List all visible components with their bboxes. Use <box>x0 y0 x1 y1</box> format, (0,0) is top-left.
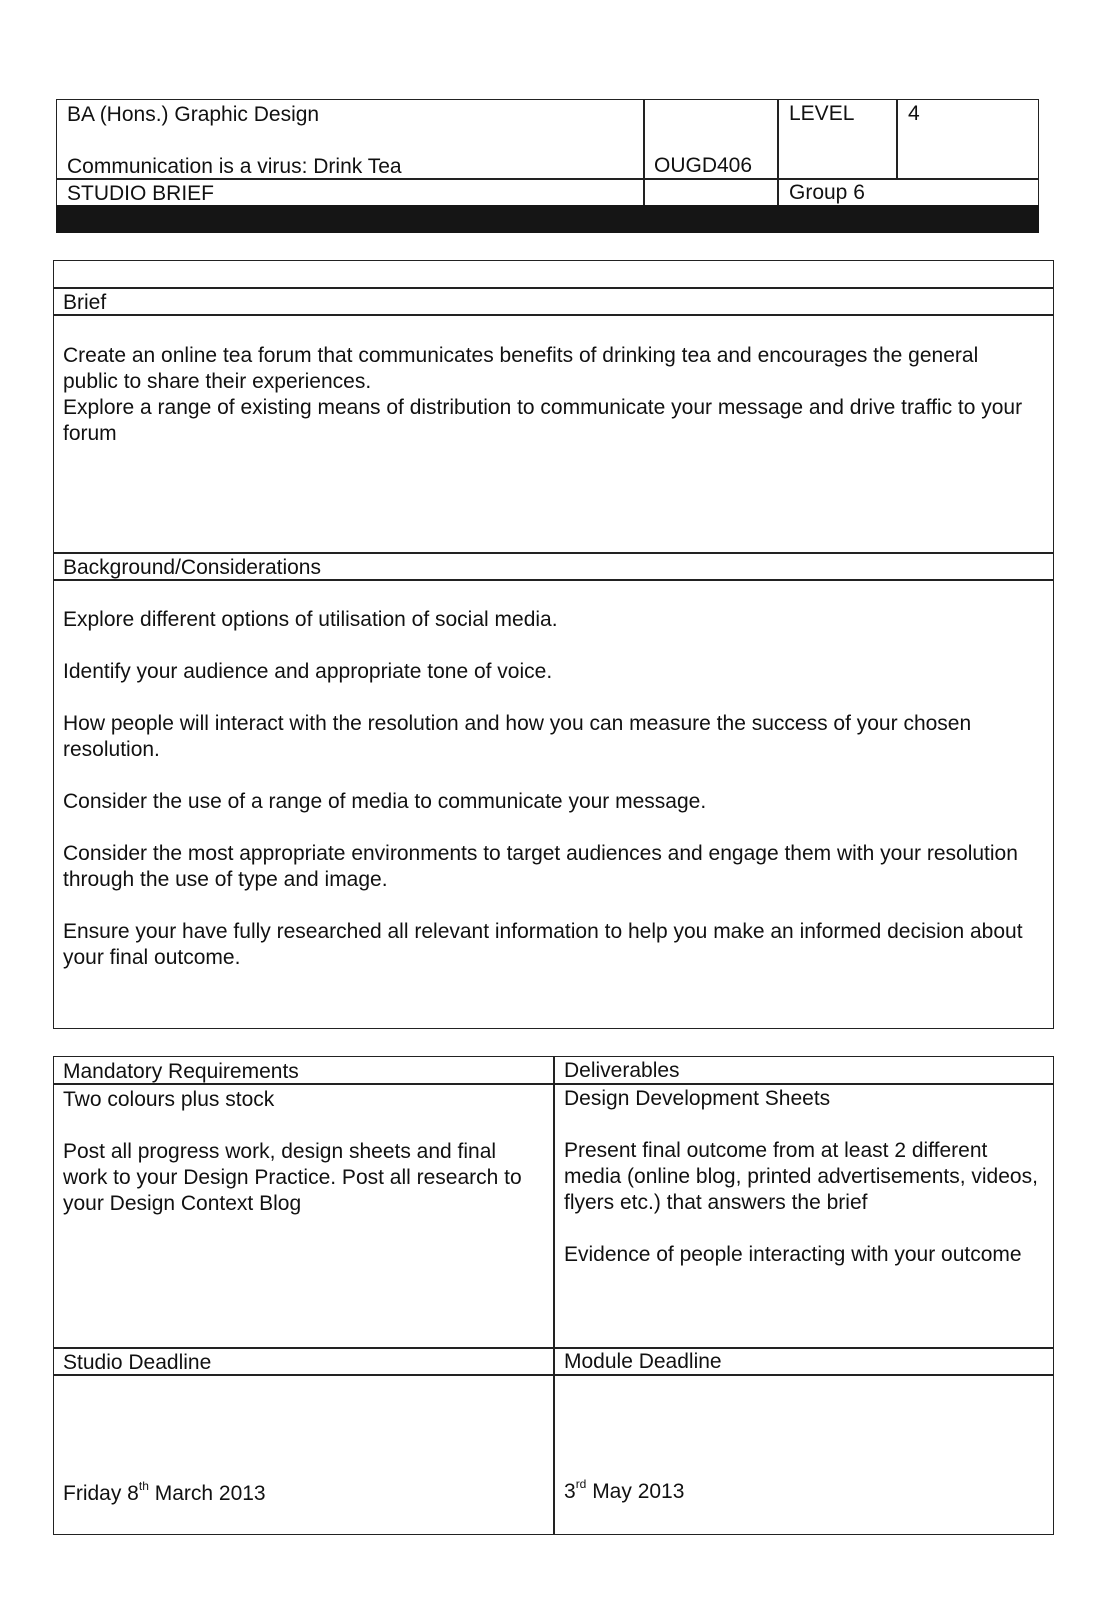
mandatory-item: Post all progress work, design sheets and final work to your Design Practice. Post all research to your Design Context Blog <box>63 1140 522 1215</box>
header-divider-v3 <box>896 99 898 179</box>
background-line-2 <box>53 579 1054 581</box>
requirements-line-1 <box>53 1083 1054 1085</box>
header-divider-v2 <box>777 99 779 205</box>
header-black-band <box>56 205 1039 233</box>
deadlines-line-2 <box>53 1374 1054 1376</box>
deliverable-item: Evidence of people interacting with your outcome <box>564 1243 1022 1266</box>
project-title: Communication is a virus: Drink Tea <box>67 155 402 178</box>
module-deadline-date: 3rd May 2013 <box>564 1477 685 1503</box>
deliverables-list <box>564 1086 1039 1268</box>
module-deadline-heading: Module Deadline <box>564 1350 722 1373</box>
deliverable-item: Design Development Sheets <box>564 1087 831 1110</box>
brief-paragraph: Explore a range of existing means of distribution to communicate your message and drive traffic to your forum <box>63 396 1023 445</box>
header-divider-h1 <box>56 178 1039 180</box>
deliverables-heading: Deliverables <box>564 1059 680 1082</box>
studio-deadline-date: Friday 8th March 2013 <box>63 1479 266 1505</box>
background-paragraph: Explore different options of utilisation of social media. <box>63 608 558 631</box>
header-divider-v1 <box>643 99 645 205</box>
background-paragraph: Consider the most appropriate environments to target audiences and engage them with your resolution through the use of type and image. <box>63 842 1018 891</box>
background-line-1 <box>53 552 1054 554</box>
brief-body <box>63 343 1038 447</box>
background-paragraph: How people will interact with the resolution and how you can measure the success of your chosen resolution. <box>63 712 972 761</box>
background-paragraph: Ensure your have fully researched all relevant information to help you make an informed decision about your final outcome. <box>63 920 1023 969</box>
document-type: STUDIO BRIEF <box>67 182 215 205</box>
deliverable-item: Present final outcome from at least 2 different media (online blog, printed advertisements, videos, flyers etc.) that answers the brief <box>564 1139 1038 1214</box>
background-paragraph: Consider the use of a range of media to communicate your message. <box>63 790 707 813</box>
brief-line-1 <box>53 287 1054 289</box>
requirements-divider-v <box>553 1056 555 1535</box>
mandatory-list <box>63 1087 543 1217</box>
brief-paragraph: Create an online tea forum that communicates benefits of drinking tea and encourages the general public to share their experiences. <box>63 344 979 393</box>
brief-line-2 <box>53 314 1054 316</box>
deadlines-line-1 <box>53 1347 1054 1349</box>
group-label: Group 6 <box>789 181 865 204</box>
course-title: BA (Hons.) Graphic Design <box>67 103 320 126</box>
level-value: 4 <box>908 102 920 125</box>
level-label: LEVEL <box>789 102 855 125</box>
studio-deadline-heading: Studio Deadline <box>63 1351 212 1374</box>
mandatory-heading: Mandatory Requirements <box>63 1060 299 1083</box>
module-code: OUGD406 <box>654 154 753 177</box>
brief-heading: Brief <box>63 291 107 314</box>
background-body <box>63 607 1048 971</box>
background-heading: Background/Considerations <box>63 556 321 579</box>
background-paragraph: Identify your audience and appropriate tone of voice. <box>63 660 553 683</box>
mandatory-item: Two colours plus stock <box>63 1088 275 1111</box>
